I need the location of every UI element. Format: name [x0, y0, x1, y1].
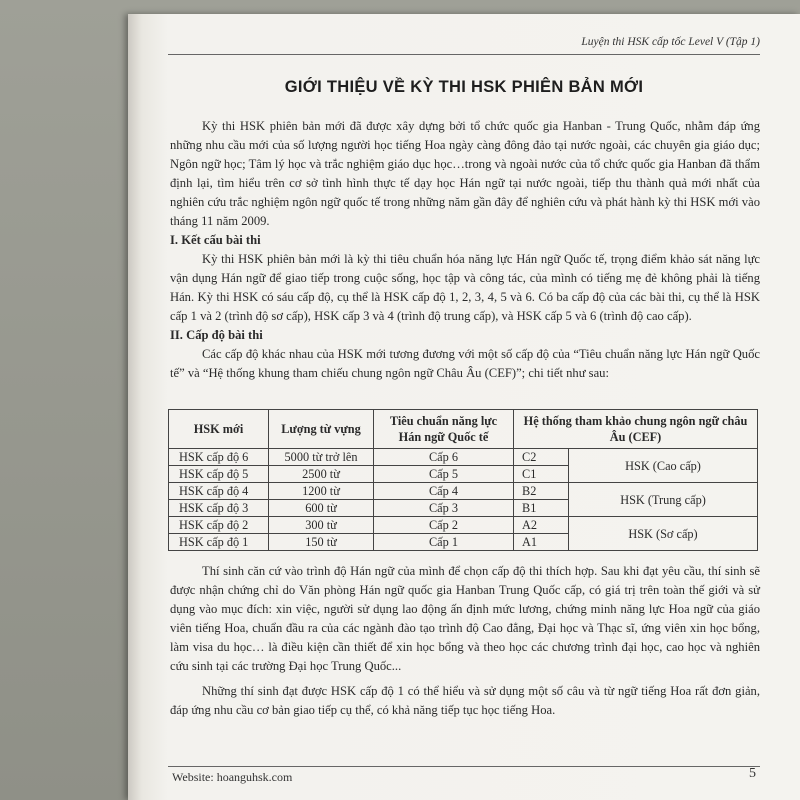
cell-level: HSK cấp độ 5 — [169, 466, 269, 483]
book-page — [128, 14, 800, 800]
cell-standard: Cấp 3 — [374, 500, 514, 517]
cell-level: HSK cấp độ 4 — [169, 483, 269, 500]
cell-cef: B1 — [514, 500, 569, 517]
header-rule — [168, 54, 760, 55]
cell-group-advanced: HSK (Cao cấp) — [569, 449, 758, 483]
after-table-block — [170, 562, 760, 676]
header-hsk-new: HSK mới — [169, 410, 269, 449]
running-header: Luyện thi HSK cấp tốc Level V (Tập 1) — [581, 36, 760, 48]
cell-vocab: 1200 từ — [269, 483, 374, 500]
header-vocab: Lượng từ vựng — [269, 410, 374, 449]
cell-standard: Cấp 4 — [374, 483, 514, 500]
cell-vocab: 5000 từ trở lên — [269, 449, 374, 466]
cell-group-elementary: HSK (Sơ cấp) — [569, 517, 758, 551]
cell-level: HSK cấp độ 2 — [169, 517, 269, 534]
cell-cef: C1 — [514, 466, 569, 483]
table-row — [169, 483, 758, 500]
certificate-paragraph: Thí sinh căn cứ vào trình độ Hán ngữ của mình để chọn cấp độ thi thích hợp. Sau khi đạt yêu cầu, thí sinh sẽ được nhận chứng chỉ do Văn phòng Hán ngữ quốc gia Hanban Trung Quốc cấp, có giá trị trên toàn thế giới và sử dụng vào mục đích: xin việc, người sử dụng lao động ấn định mức lương, chứng minh năng lực Hoa ngữ của giáo viên tiếng Hoa, chuẩn đầu ra của các ngành đào tạo trình độ Cao đẳng, Đại học và Thạc sĩ, ứng viên xin học bổng, làm visa du học… là điều kiện cần thiết để xin học bổng và theo học các chương trình đại học, cao học và nghiên cứu sinh tại các trường Đại học Trung Quốc... — [170, 564, 760, 673]
cell-cef: C2 — [514, 449, 569, 466]
cell-standard: Cấp 1 — [374, 534, 514, 551]
cell-level: HSK cấp độ 3 — [169, 500, 269, 517]
cell-vocab: 600 từ — [269, 500, 374, 517]
cell-vocab: 300 từ — [269, 517, 374, 534]
section2-heading: II. Cấp độ bài thi — [170, 328, 263, 342]
cell-standard: Cấp 6 — [374, 449, 514, 466]
cell-level: HSK cấp độ 6 — [169, 449, 269, 466]
header-standard: Tiêu chuẩn năng lực Hán ngữ Quốc tế — [374, 410, 514, 449]
footer-website: Website: hoanguhsk.com — [172, 770, 293, 784]
cell-cef: B2 — [514, 483, 569, 500]
cell-standard: Cấp 5 — [374, 466, 514, 483]
hsk-levels-table — [168, 409, 758, 551]
section1-heading: I. Kết cấu bài thi — [170, 233, 261, 247]
header-cef: Hệ thống tham khảo chung ngôn ngữ châu Âu (CEF) — [514, 410, 758, 449]
footer-rule — [168, 766, 760, 767]
cell-standard: Cấp 2 — [374, 517, 514, 534]
cell-vocab: 2500 từ — [269, 466, 374, 483]
cell-cef: A1 — [514, 534, 569, 551]
cell-group-intermediate: HSK (Trung cấp) — [569, 483, 758, 517]
table-header-row — [169, 410, 758, 449]
page-title: GIỚI THIỆU VỀ KỲ THI HSK PHIÊN BẢN MỚI — [284, 78, 644, 96]
intro-block — [170, 117, 760, 383]
intro-paragraph: Kỳ thi HSK phiên bản mới đã được xây dựng bởi tổ chức quốc gia Hanban - Trung Quốc, nhằm đáp ứng những nhu cầu mới của số lượng người học tiếng Hoa ngày càng đông đảo tại nước ngoài, các chuyên gia giáo dục; Ngôn ngữ học; Tâm lý học và trắc nghiệm giáo dục học…trong và ngoài nước của tổ chức quốc gia Hanban đã thẩm định lại, tìm hiểu trên cơ sở tình hình thực tế dạy học Hán ngữ tại nước ngoài, tiếp thu thành quả mới nhất của nghiên cứu trắc nghiệm ngôn ngữ quốc tế trong những năm gần đây để nghiên cứu và phát hành kỳ thi HSK mới vào tháng 11 năm 2009. — [170, 119, 760, 228]
cell-cef: A2 — [514, 517, 569, 534]
section1-paragraph: Kỳ thi HSK phiên bản mới là kỳ thi tiêu chuẩn hóa năng lực Hán ngữ Quốc tế, trọng điểm khảo sát năng lực vận dụng Hán ngữ để giao tiếp trong cuộc sống, học tập và công tác, của mình có tiếng mẹ đẻ không phải là tiếng Hán. Kỳ thi HSK có sáu cấp độ, cụ thể là HSK cấp độ 1, 2, 3, 4, 5 và 6. Có ba cấp độ của các bài thi, cụ thể là HSK cấp 1 và 2 (trình độ sơ cấp), HSK cấp 3 và 4 (trình độ trung cấp), và HSK cấp 5 và 6 (trình độ cao cấp). — [170, 252, 760, 323]
page-number: 5 — [749, 766, 756, 781]
table-row — [169, 449, 758, 466]
cell-level: HSK cấp độ 1 — [169, 534, 269, 551]
cell-vocab: 150 từ — [269, 534, 374, 551]
level1-paragraph: Những thí sinh đạt được HSK cấp độ 1 có thể hiểu và sử dụng một số câu và từ ngữ tiếng Hoa rất đơn giản, đáp ứng nhu cầu cơ bản giao tiếp cụ thể, có khả năng tiếp tục học tiếng Hoa. — [170, 684, 760, 717]
section2-paragraph: Các cấp độ khác nhau của HSK mới tương đương với một số cấp độ của “Tiêu chuẩn năng lực Hán ngữ Quốc tế” và “Hệ thống khung tham chiếu chung ngôn ngữ Châu Âu (CEF)”; chi tiết như sau: — [170, 347, 760, 380]
closing-block — [170, 682, 760, 720]
table-row — [169, 517, 758, 534]
